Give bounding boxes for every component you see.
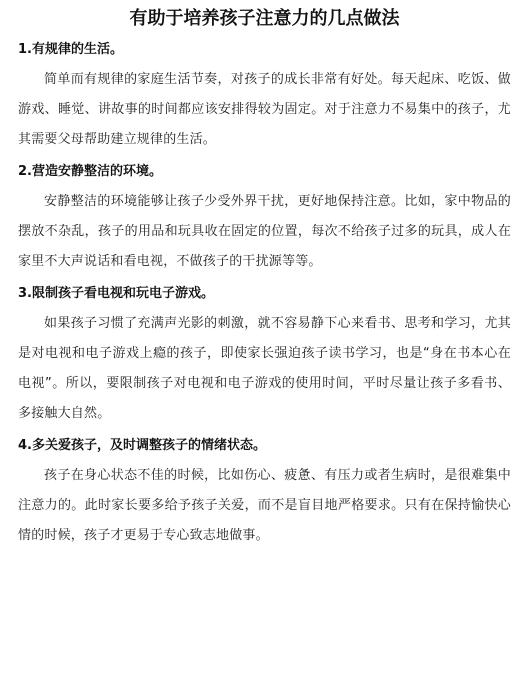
section-paragraph: 简单而有规律的家庭生活节奏，对孩子的成长非常有好处。每天起床、吃饭、做游戏、睡觉、讲故事的时间都应该安排得较为固定。对于注意力不易集中的孩子，尤其需要父母帮助建立规律的生活。 bbox=[18, 72, 511, 147]
section-care-emotions bbox=[18, 431, 511, 551]
section-heading: 4.多关爱孩子，及时调整孩子的情绪状态。 bbox=[18, 438, 266, 453]
section-paragraph: 安静整洁的环境能够让孩子少受外界干扰，更好地保持注意。比如，家中物品的摆放不杂乱，孩子的用品和玩具收在固定的位置，每次不给孩子过多的玩具，成人在家里不大声说话和看电视，不做孩子的干扰源等等。 bbox=[18, 194, 511, 269]
section-quiet-environment bbox=[18, 157, 511, 277]
section-paragraph: 孩子在身心状态不佳的时候，比如伤心、疲惫、有压力或者生病时，是很难集中注意力的。此时家长要多给予孩子关爱，而不是盲目地严格要求。只有在保持愉快心情的时候，孩子才更易于专心致志地做事。 bbox=[18, 468, 511, 543]
document-title: 有助于培养孩子注意力的几点做法 bbox=[129, 8, 400, 29]
section-heading: 3.限制孩子看电视和玩电子游戏。 bbox=[18, 286, 214, 301]
section-limit-screens bbox=[18, 279, 511, 429]
section-heading: 2.营造安静整洁的环境。 bbox=[18, 164, 162, 179]
section-heading: 1.有规律的生活。 bbox=[18, 42, 123, 57]
section-paragraph: 如果孩子习惯了充满声光影的刺激，就不容易静下心来看书、思考和学习，尤其是对电视和电子游戏上瘾的孩子，即使家长强迫孩子读书学习，也是“身在书本心在电视”。所以，要限制孩子对电视和电子游戏的使用时间，平时尽量让孩子多看书、多接触大自然。 bbox=[18, 316, 511, 421]
section-regular-life bbox=[18, 35, 511, 155]
